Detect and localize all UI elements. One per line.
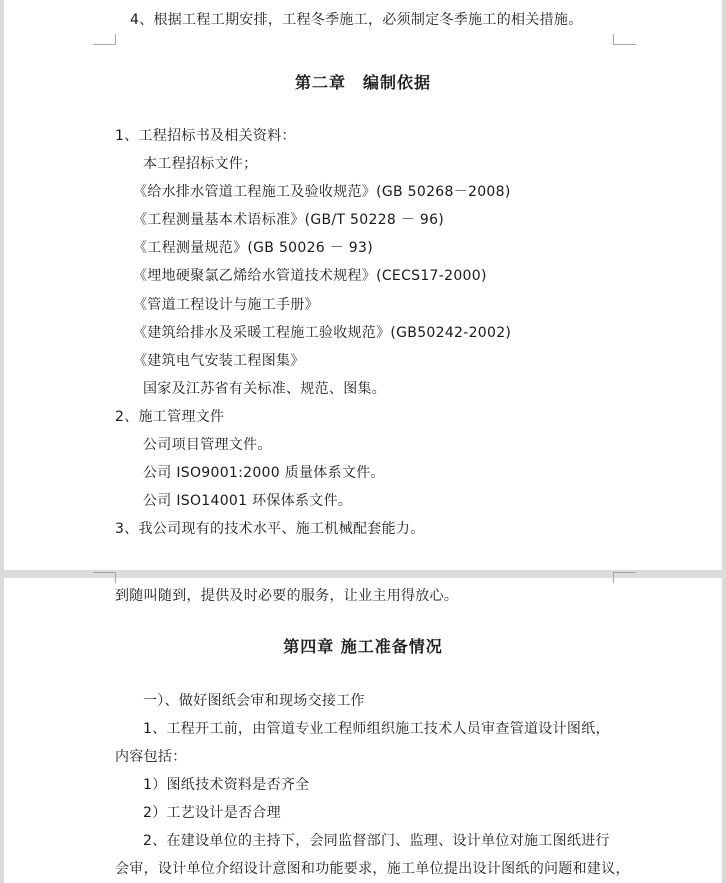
- paragraph-line: 国家及江苏省有关标准、规范、图集。: [143, 381, 387, 397]
- paragraph-line: 公司 ISO9001:2000 质量体系文件。: [143, 465, 385, 481]
- paragraph-line: 《工程测量基本术语标准》(GB/T 50228 － 96): [133, 212, 445, 228]
- paragraph-line: 1、工程开工前，由管道专业工程师组织施工技术人员审查管道设计图纸，: [143, 721, 610, 737]
- paragraph-line: 《管道工程设计与施工手册》: [133, 297, 319, 313]
- paragraph-line: 到随叫随到，提供及时必要的服务，让业主用得放心。: [115, 588, 459, 604]
- paragraph-line: 《给水排水管道工程施工及验收规范》(GB 50268－2008): [133, 184, 511, 200]
- paragraph-line: 内容包括：: [115, 749, 187, 765]
- paragraph-line: 本工程招标文件；: [143, 156, 258, 172]
- paragraph-line: 《埋地硬聚氯乙烯给水管道技术规程》(CECS17-2000): [133, 268, 487, 284]
- paragraph-line: 2）工艺设计是否合理: [143, 805, 281, 821]
- paragraph-line: 1）图纸技术资料是否齐全: [143, 777, 310, 793]
- paragraph-line: 2、施工管理文件: [115, 409, 225, 425]
- document-page-2: [0, 578, 726, 883]
- paragraph-line: 《建筑电气安装工程图集》: [133, 353, 305, 369]
- paragraph-line: 4、根据工程工期安排，工程冬季施工，必须制定冬季施工的相关措施。: [130, 12, 583, 28]
- chapter-heading: 第四章 施工准备情况: [283, 637, 443, 656]
- paragraph-line: 公司 ISO14001 环保体系文件。: [143, 493, 353, 509]
- page-edge-left: [0, 578, 4, 883]
- margin-corner-mark: [613, 34, 636, 45]
- paragraph-line: 2、在建设单位的主持下，会同监督部门、监理、设计单位对施工图纸进行: [143, 833, 610, 849]
- paragraph-line: 《工程测量规范》(GB 50026 － 93): [133, 240, 373, 256]
- paragraph-line: 3、我公司现有的技术水平、施工机械配套能力。: [115, 521, 425, 537]
- page-edge-right: [722, 578, 726, 883]
- paragraph-line: 1、工程招标书及相关资料：: [115, 128, 296, 144]
- paragraph-line: 会审，设计单位介绍设计意图和功能要求，施工单位提出设计图纸的问题和建议，: [115, 861, 630, 877]
- margin-corner-mark: [613, 572, 636, 583]
- margin-corner-mark: [93, 572, 116, 583]
- chapter-heading: 第二章 编制依据: [294, 73, 431, 92]
- paragraph-line: 公司项目管理文件。: [143, 437, 272, 453]
- margin-corner-mark: [93, 34, 116, 45]
- paragraph-line: 一）、做好图纸会审和现场交接工作: [143, 693, 365, 709]
- paragraph-line: 《建筑给排水及采暖工程施工验收规范》(GB50242-2002): [133, 325, 512, 341]
